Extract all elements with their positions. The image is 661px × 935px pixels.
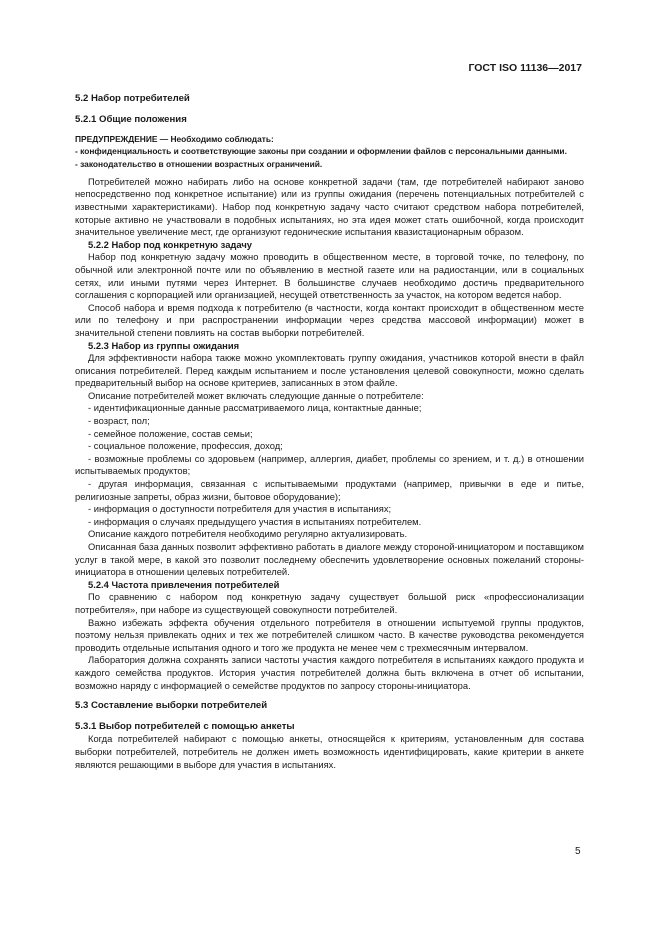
- paragraph: Набор под конкретную задачу можно проводить в общественном месте, в торговой точке, по телефону, по обычной или электронной почте или по объявлению в местной газете или на радиостанции, или в социальных сетях, или иными путями через Интернет. В большинстве случаев необходимо достичь предварительного соглашения с корпорацией или организацией, несущей ответственность за участок, на котором ведется набор.: [75, 251, 584, 301]
- document-header-id: ГОСТ ISO 11136—2017: [468, 62, 582, 74]
- warning-text: - законодательство в отношении возрастных ограничений.: [75, 158, 323, 169]
- paragraph: Описанная база данных позволит эффективно работать в диалоге между стороной-инициатором и поставщиком услуг в такой мере, в какой это позволит последнему обеспечить удовлетворение основных пожеланий стороны-инициатора в отношении целевых потребителей.: [75, 541, 584, 578]
- paragraph: - информация о случаях предыдущего участия в испытаниях потребителем.: [88, 515, 422, 527]
- paragraph: - семейное положение, состав семьи;: [88, 427, 253, 439]
- document-body: [75, 93, 584, 771]
- paragraph: Описание потребителей может включать следующие данные о потребителе:: [88, 389, 424, 401]
- paragraph: - информация о доступности потребителя для участия в испытаниях;: [88, 503, 392, 515]
- page-number: 5: [575, 846, 581, 857]
- section-heading: 5.2 Набор потребителей: [75, 93, 190, 104]
- paragraph: По сравнению с набором под конкретную задачу существует большой риск «профессионализации потребителя», при наборе из существующей совокупности потребителей.: [75, 591, 584, 615]
- subsection-heading: 5.2.3 Набор из группы ожидания: [88, 339, 240, 351]
- paragraph: - другая информация, связанная с испытываемыми продуктами (например, привычки в еде и питье, религиозные запреты, образ жизни, бытовое оборудование);: [75, 478, 584, 502]
- section-heading: 5.2.1 Общие положения: [75, 113, 187, 125]
- paragraph: Лаборатория должна сохранять записи частоты участия каждого потребителя в испытаниях каждого продукта и каждого семейства продуктов. История участия потребителей должна быть включена в отчет об испытании, возможно наряду с информацией о семействе продуктов по запросу стороны-инициатора.: [75, 654, 584, 691]
- paragraph: - социальное положение, профессия, доход;: [88, 440, 283, 452]
- paragraph: - возраст, пол;: [88, 415, 150, 427]
- paragraph: Для эффективности набора также можно укомплектовать группу ожидания, участников которой внести в файл описания потребителей. Перед каждым испытанием и после установления целевой совокупности, можно сделать предварительный выбор на основе критериев, записанных в этом файле.: [75, 352, 584, 389]
- paragraph: - идентификационные данные рассматриваемого лица, контактные данные;: [88, 402, 422, 414]
- subsection-heading: 5.2.4 Частота привлечения потребителей: [88, 578, 280, 590]
- paragraph: Способ набора и время подхода к потребителю (в частности, когда контакт происходит в общественном месте или по телефону и при распространении информации через средства массовой информации) может в значительной степени повлиять на состав выборки потребителей.: [75, 301, 584, 338]
- paragraph: Важно избежать эффекта обучения отдельного потребителя в отношении испытуемой группы продуктов, поэтому нельзя привлекать одних и тех же потребителей слишком часто. В качестве руководства рекомендуется проводить отдельные испытания одного и того же продукта не менее чем с трехмесячным интервалом.: [75, 616, 584, 653]
- paragraph: - возможные проблемы со здоровьем (например, аллергия, диабет, проблемы со зрением, и т. д.) в отношении испытываемых продуктов;: [75, 452, 584, 477]
- section-heading: 5.3 Составление выборки потребителей: [75, 700, 268, 712]
- warning-text: ПРЕДУПРЕЖДЕНИЕ — Необходимо соблюдать:: [75, 134, 274, 145]
- paragraph: Когда потребителей набирают с помощью анкеты, относящейся к критериям, установленным для состава выборки потребителей, потребитель не должен иметь возможность идентифицировать, какие критерии в анкете являются решающими в выборе для участия в испытаниях.: [75, 733, 584, 770]
- subsection-heading: 5.2.2 Набор под конкретную задачу: [88, 238, 252, 250]
- paragraph: Описание каждого потребителя необходимо регулярно актуализировать.: [88, 528, 408, 540]
- paragraph: Потребителей можно набирать либо на основе конкретной задачи (там, где потребителей набирают заново непосредственно под конкретное испытание) или из группы ожидания (перечень потенциальных потребителей с известными характеристиками). Набор под конкретную задачу часто считают средством набора потребителей, которые активно не участвовали в подобных испытаниях, но эта идея может стать ошибочной, когда происходит значительное увеличение мест, где организуют гедонические испытания квазистационарным образом.: [75, 175, 584, 238]
- section-heading: 5.3.1 Выбор потребителей с помощью анкеты: [75, 720, 295, 732]
- warning-text: - конфиденциальность и соответствующие законы при создании и оформлении файлов с персональными данными.: [75, 146, 567, 157]
